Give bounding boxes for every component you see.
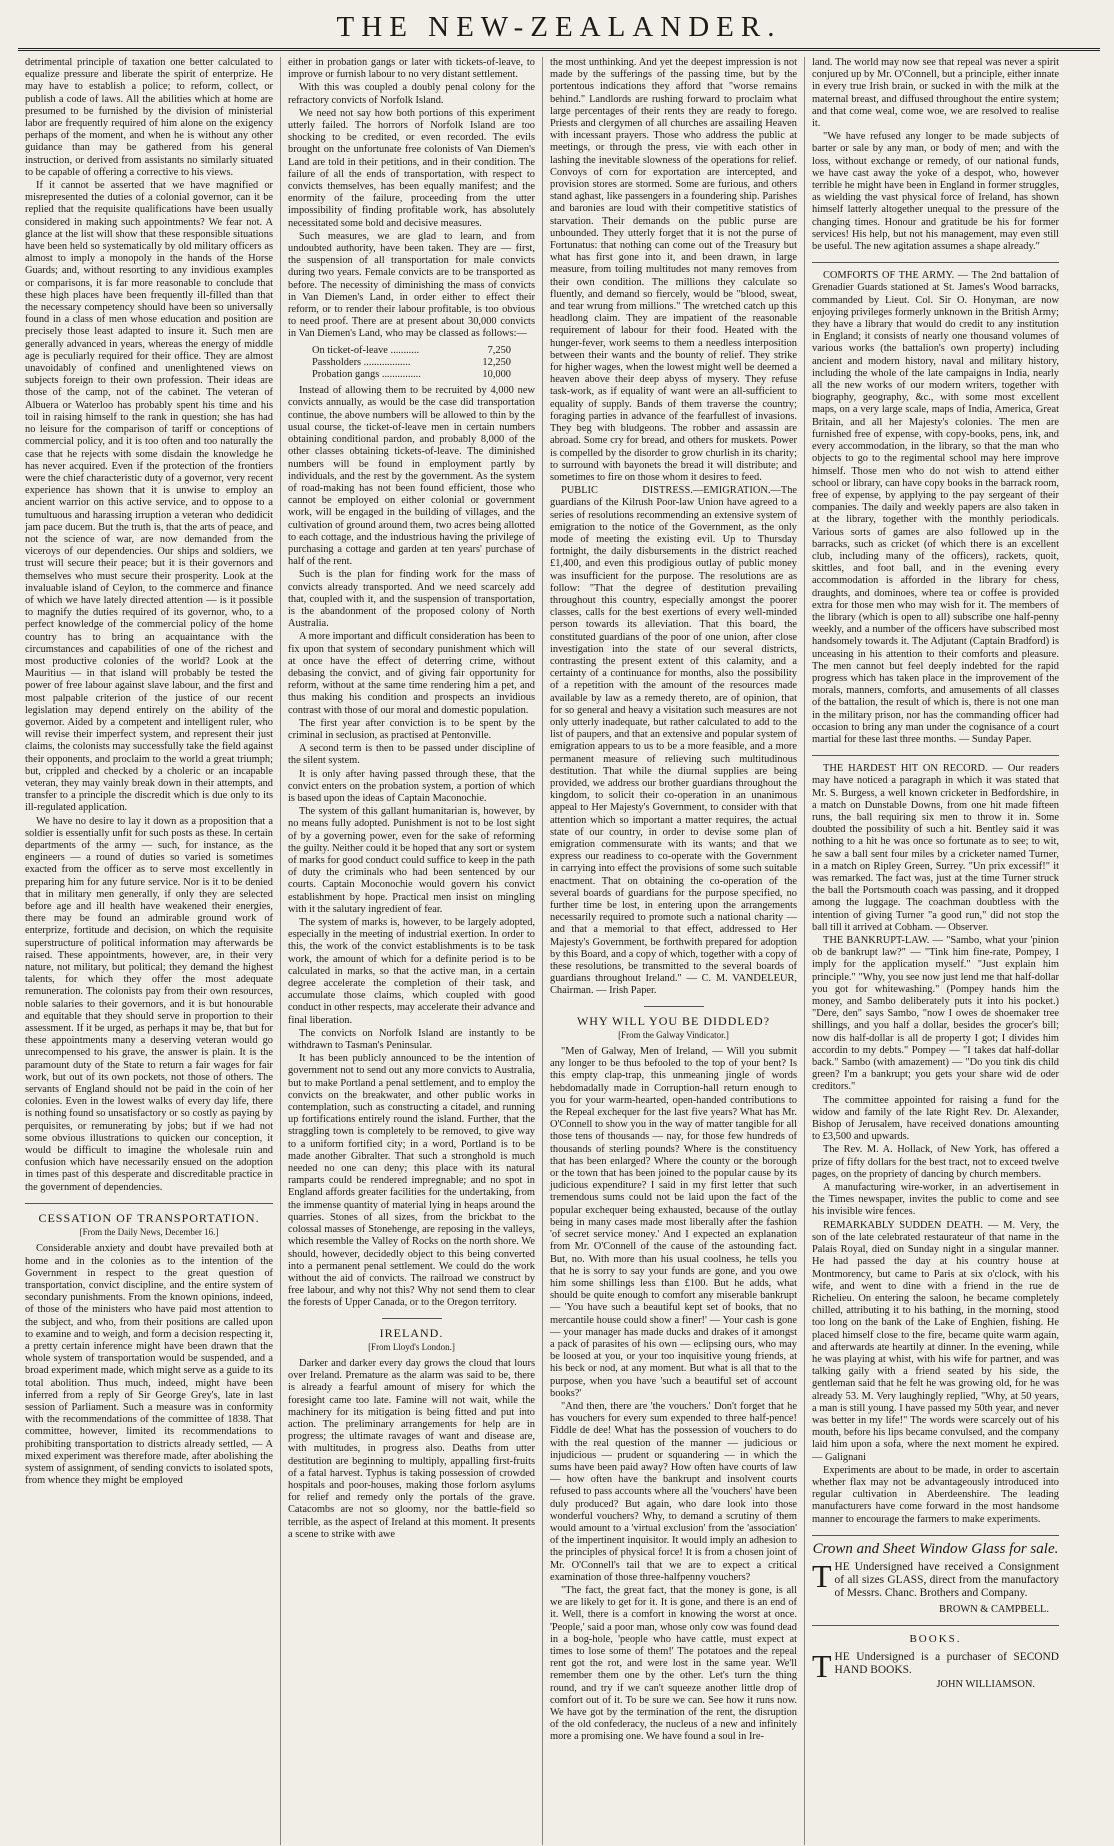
section-divider <box>382 1318 442 1319</box>
paragraph: Such measures, we are glad to learn, and from undoubted authority, have been taken. They are — first, the suspension of all transportation for male convicts during two years. Female convicts are to be transported as before. The necessity of diminishing the mass of convicts in Van Diemen's Land, in order either to effect their reform, or to render their labour profitable, is too obvious to need proof. There are at present about 30,000 convicts in Van Diemen's Land, who may be classed as follows:— <box>288 230 535 340</box>
paragraph: THE HARDEST HIT ON RECORD. — Our readers may have noticed a paragraph in which it was stated that Mr. S. Burgess, a well known cricketer in Bedfordshire, in a match on Dunstable Downs, from one hit made fifteen runs, the ball requiring six men to throw it in. Some doubted the possibility of such a hit. Bentley said it was nothing to a hit he was once so fortunate as to see; to wit, he saw a ball sent four miles by a cricketer named Turner, in a match on Ripley Green, Surrey. "Un prix excessif!" it was remarked. The fact was, just at the time Turner struck the ball the Portsmouth coach was passing, and it dropped among the luggage. The coachman doubtless with the intention of giving Turner "a good run," did not stop the ball till it arrived at Cobham. — Observer. <box>812 763 1059 933</box>
paragraph: A manufacturing wire-worker, in an advertisement in the Times newspaper, invites the public to come and see his invisible wire fences. <box>812 1182 1059 1218</box>
stat-label: On ticket-of-leave ........... <box>312 344 420 356</box>
paragraph: Such is the plan for finding work for the mass of convicts already transported. And we need scarcely add that, coupled with it, and the suspension of transportation, is the abandonment of the proposed colony of North Australia. <box>288 569 535 630</box>
stat-value: 7,250 <box>487 344 511 356</box>
paragraph: Darker and darker every day grows the cloud that lours over Ireland. Premature as the alarm was said to be, there is already a fearful amount of misery for which the foresight came too late. Famine will not wait, while the machinery for its mitigation is being fitted and put into action. The preliminary arrangements for help are in progress; the ultimate ravages of want and disease are, with multitudes, in progress also. Deaths from utter destitution are beginning to multiply, appalling first-fruits of a fatal harvest. Typhus is taking possession of crowded hospitals and poor-houses, making those forlorn asylums for relief and remedy only the portals of the grave. Catacombs are not so gloomy, nor the battle-field so terrible, as the aspect of Ireland at this moment. It presents a scene to strike with awe <box>288 1357 535 1540</box>
statistics-table <box>288 345 535 382</box>
paragraph: With this was coupled a doubly penal colony for the refractory convicts of Norfolk Island. <box>288 82 535 106</box>
column-1 <box>18 57 280 1845</box>
section-divider <box>812 262 1059 263</box>
stat-row <box>288 357 535 369</box>
stat-value: 12,250 <box>482 356 511 368</box>
paragraph: "The fact, the great fact, that the money is gone, is all we are likely to get for it. It is gone, and there is an end of it. Well, there is a comfort in knowing the worst at once. 'People,' said a poor man, whose only cow was found dead in a bog-hole, 'people who have cattle, must expect at times to lose some of them!' The potatoes and the repeal rent got the rot, and were lost in the same year. We'll remember them one by the other. Let's turn the thing round, and try if we can't squeeze another little drop of comfort out of it. To be sure we can. See how it runs now. We have got by the termination of the rent, the disruption of the old confederacy, the nucleus of a new and infinitely more a promising one. We have found a soul in Ire- <box>550 1584 797 1743</box>
column-4 <box>804 57 1066 1845</box>
paragraph: A second term is then to be passed under discipline of the silent system. <box>288 743 535 767</box>
paragraph: A more important and difficult consideration has been to fix upon that system of secondary punishment which will at once have the effect of deterring crime, without debasing the convict, and of giving fair opportunity for reform, without at the same time rendering him a pet, and thus making his condition and prospects an invidious contrast with those of our moral and domestic population. <box>288 631 535 716</box>
article-heading: IRELAND. <box>379 1325 444 1340</box>
stat-value: 10,000 <box>482 369 511 381</box>
paragraph: "We have refused any longer to be made subjects of barter or sale by any man, or body of men; and with the loss, without exchange or remedy, of our national funds, we have cast away the yoke of a despot, who, however terrible he might have been in England in former struggles, as wielding the vast physical force of Ireland, has shown himself latterly altogether unequal to the pressure of the changing times. Honour and gratitude be his for former services! His help, but not his management, may even still be useful. The new agitation assumes a shape already." <box>812 131 1059 253</box>
section-divider <box>25 1203 273 1204</box>
column-2 <box>280 57 542 1845</box>
stat-label: Passholders .................. <box>312 356 411 368</box>
article-source: [From Lloyd's London.] <box>368 1341 455 1352</box>
advertisement-text: HE Undersigned have received a Consignment of all sizes GLASS, direct from the manufactory of Messrs. Chanc. Brothers and Company. <box>834 1560 1059 1599</box>
section-divider <box>644 1006 704 1007</box>
paragraph: The first year after conviction is to be spent by the criminal in seclusion, as practised at Pentonville. <box>288 717 535 741</box>
masthead: THE NEW-ZEALANDER. <box>336 11 782 43</box>
advertisement-glass <box>812 1557 1059 1600</box>
advertisement-text: HE Undersigned is a purchaser of SECOND HAND BOOKS. <box>834 1651 1059 1677</box>
paragraph: The system of marks is, however, to be largely adopted, especially in the meeting of industrial exertion. In order to this, the work of the convict establishments is to be task work, the amount of which for a definite period is to be calculated in marks, so that the active man, in a certain degree accelerate the completion of their task, and accumulate those claims, which coupled with good conduct in other respects, may accelerate their advance and final liberation. <box>288 917 535 1026</box>
paragraph: It has been publicly announced to be the intention of government not to send out any more convicts to Australia, but to make Portland a penal settlement, and to employ the convicts on the breakwater, and other public works in contemplation, such as constructing a citadel, and running up fortifications entirely round the island. Further, that the straggling town is completely to be removed, to give way to a uniform fortified city; in a word, Portland is to be made another Gibralter. That such a stronghold is much needed no one can deny; this place with its natural ramparts could be rendered impregnable; and no spot in England affords greater facilities for the undertaking, from the immense quantity of material lying in heaps around the quarries. Stones of all sizes, from the brickbat to the colossal masses of Stonehenge, are reposing in the valleys, which resemble the Valley of Rocks on the north shore. We should, however, decidedly object to this being converted into a permanent penal settlement. We could do the work without the aid of convicts. The railroad we construct by free labour, and why not this? Why not send them to clear the forests of Upper Canada, or to the Oregon territory. <box>288 1053 535 1309</box>
paragraph: It is only after having passed through these, that the convict enters on the probation system, a portion of which is based upon the ideas of Captain Maconochie. <box>288 768 535 804</box>
column-3 <box>542 57 804 1845</box>
paragraph: REMARKABLY SUDDEN DEATH. — M. Very, the son of the late celebrated restaurateur of that name in the Palais Royal, died on Sunday night in a singular manner. He had passed the day at his country house at Montmorency, but came to Paris at six o'clock, with his wife, and went to dine with a friend in the rue de Richelieu. On entering the saloon, he became completely chilled, attributing it to his bathing, in the morning, stood too long on the bank of the Lake of Enghien, fishing. He placed himself close to the fire, became quite warm again, and afterwards ate heartily at dinner. In the evening, while he was playing at whist, with his wife for partner, and was talking gaily with a friend seated by his side, the gentleman said that he felt he was growing old, for he was already 53. M. Very laughingly replied, "Why, at 50 years, a man is still young. I have passed my 50th year, and never was better in my life!" The words were scarcely out of his mouth, before his lips became convulsed, and the company laid him upon a sofa, where the next moment he expired. — Galignani <box>812 1219 1059 1463</box>
advertisement-heading: Crown and Sheet Window Glass for sale. <box>812 1540 1059 1557</box>
paragraph: We have no desire to lay it down as a proposition that a soldier is essentially unfit for such posts as these. In certain departments of the army — such, for instance, as the engineers — a round of duties so varied is sometimes exacted from the officer as to serve most excellently in preparing him for any future service. Nor is it to be denied that in military men generally, if only they are selected before age and ill health have weakened their energies, there may be found an admirable ground work of enterprize, fortitude and decision, on which the requisite superstructure of political information may afterwards be raised. These appointments, however, are, in their very nature, not military, but political; they demand the highest talents, for which they offer the most adequate remuneration. The colonists pay from their own resources, noble salaries to their governors, and it is but honourable and equitable that they should serve in proportion to their assessment. If it be urged, as perhaps it may be, that but for these appointments many a deserving veteran would go unrecompensed to his grave, the answer is plain. It is the paramount duty of the State to return a fair wages for fair work, but out of its own pockets, not those of others. The servants of England should not be paid in the coin of her colonies. Even in the lowest walks of every day life, there is nothing found so unsatisfactory or so costly as paying by perquisites, or remunerating by jobs; but if we had not some obvious illustrations to quicken our conception, it would be difficult to imagine the wholesale ruin and confusion which have necessarily ensued on the adoption in times past of this desperate and discreditable practice in the government of dependencies. <box>25 815 273 1193</box>
drop-cap: T <box>812 1557 832 1594</box>
paragraph: "Men of Galway, Men of Ireland, — Will you submit any longer to be thus befooled to the top of your bent? Is this empty clap-trap, this unmeaning jingle of words hebdomadally made in Corruption-hall return enough to you for your warm-hearted, open-handed contributions to the Repeal exchequer for the last five years? What has Mr. O'Connell to show you in the way of matter tangible for all those tens of thousands — nay, for those few hundreds of thousands of sterling pounds? Where is the constituency that has been enlarged? Where the county or the borough or the town that has been joined to the popular cause by its judicious expenditure? I said in my first letter that such tremendous sums could not be laid upon the fact of the popular exchequer being exhausted, because of the outlay being in many cases made most liberally after the fashion 'of secret service money.' And I expected an explanation from Mr. O'Connell of the cause of the astounding fact. But, no. With more than his usual coolness, he tells you that he is sorry to say your funds are gone, and you owe him some shillings less than £100. But he adds, what should be quite enough to comfort any miserable bankrupt — 'You have such a beautiful kept set of books, that no mercantile house could show a finer!' — Your cash is gone — your manager has made ducks and drakes of it amongst a pack of parasites of his own — eclipsing ours, who may be loosed at you, or your too inquisitive young friends, at his beck or nod, at any moment. But what is all that to the purpose, when you have 'such a beautiful set of account books?' <box>550 1046 797 1399</box>
paragraph: THE BANKRUPT-LAW. — "Sambo, what your 'pinion ob de bankrupt law?" — "Tink him fine-rate, Pompey, I imply for the application myself." "Just explain him principle." "Why, you see now just lend me that half-dollar you got for whitewashing." (Pompey hands him the money, and Sambo deliberately puts it into his pocket.) "Dere, den" says Sambo, "now I owes de shoemaker tree shillings, and you half a dollar, besides the grocer's bill; now dis half-dollar is all de property I got; I divides him accordin to my debts." Pompey — "I takes dat half-dollar back." Sambo (with amazement) — "Do you tink dis child green? I'm a bankrupt; you gets your share wid de oder creditors." <box>812 935 1059 1093</box>
advertisement-heading: BOOKS. <box>909 1633 962 1646</box>
section-divider <box>812 1625 1059 1626</box>
paragraph: Experiments are about to be made, in order to ascertain whether flax may not be advantageously introduced into regular cultivation in Aberdeenshire. The leading manufacturers have come forward in the most handsome manner to encourage the farmers to make experiments. <box>812 1464 1059 1525</box>
paragraph: COMFORTS OF THE ARMY. — The 2nd battalion of Grenadier Guards stationed at St. James's Wood barracks, commanded by Lieut. Col. Sir O. Honyman, are now enjoying privileges formerly unknown in the British Army; they have a library that would do credit to any institution in England; it consists of nearly one thousand volumes of various works (the battalion's own property) including ancient and modern history, naval and military history, including the whole of the late campaigns in India, nearly all the new works of our modern writers, together with biography, geography, &c., with some most excellent maps, on a very large scale, maps of India, America, Great Britain, and all her Majesty's colonies. The men are furnished free of expense, with copy-books, pens, ink, and every accommodation, in the library, so that the man who objects to go to the regimental school may here improve himself. Those men who do not wish to attend either school or library, can have copy books in the barrack room, free of expense, by applying to the pay sergeant of their companies. The daily and weekly papers are also taken in at the library, together with the monthly periodicals. Various sorts of games are also followed up in the barracks, such as cricket (of which there is an excellent club, including many of the officers), rackets, quoit, skittles, and foot ball, and in the evening every accommodation is afforded in the library for chess, draughts, and dominoes, where tea or coffee is provided extra for those men who may wish for it. The members of the library (which is open to all) subscribe one half-penny weekly, and a number of the officers have subscribed most handsomely towards it. The Adjutant (Captain Bradford) is unceasing in his attention to their comforts and pleasure. The men cannot but feel deeply indebted for the rapid progress which has taken place in the improvement of the morals, manners, comforts, and amusements of all classes of the battalion, the result of which is, there is not one man in the military prison, nor has the commanding officer had occasion to bring any man under the cognisance of a court martial for these last three months. — Sunday Paper. <box>812 270 1059 745</box>
advertisement-signature: JOHN WILLIAMSON. <box>936 1679 1035 1691</box>
article-source: [From the Galway Vindicator.] <box>618 1029 729 1040</box>
stat-label: Probation gangs ............... <box>312 369 421 381</box>
article-source: [From the Daily News, December 16.] <box>79 1227 219 1238</box>
paragraph: The convicts on Norfolk Island are instantly to be withdrawn to Tasman's Peninsular. <box>288 1027 535 1052</box>
paragraph: If it cannot be asserted that we have magnified or misrepresented the duties of a colonial governor, can it be replied that the requisite qualifications have been usually considered in making such appointments? We fear not. A glance at the list will show that these responsible situations have been held so systematically by old military officers as almost to imply a monopoly in the hands of the Horse Guards; and, without resorting to any invidious examples or comparisons, it is far more reasonable to conclude that these high places have been frequently ill-filled than that the necessary competency should have been so universally found in a class of men whose education and position are precisely those least adapted to insure it. Such men are generally advanced in years, whereas the energy of middle age is peculiarly required for their office. They are almost unavoidably of confined and unenlightened views on subjects foreign to their own profession. Their ideas are those of the camp, not of the cabinet. The veteran of Albuera or Waterloo has probably spent his time and his toil in raising himself to the rank in question; she has had no leisure for the comparison of tariff or conceptions of commercial policy, and it is too often and too naturally the case that he rejects with some disdain the knowledge he has never acquired. Even if the protection of the frontiers were the chief characteristic duty of a governor, very recent experience has shown that it is unwise to employ an ancient warrior on this active service, and to oppose to a tumultuous and harassing irruption a veteran who dedidicit jam pace ducem. But the truth is, that the arts of peace, and not the science of war, are now demanded from the viceroys of our dependencies. Our ships and soldiers, we trust will secure their peace; but it is their governors and themselves who must secure their prosperity. Look at the invaluable island of Ceylon, to the commerce and finance of which we have lately directed attention — is it possible to magnify the duties required of its governor, who, to a perfect knowledge of the commercial policy of the home country has to bring an acquaintance with the circumstances and capabilities of one of the richest and most productive colonies of the world? Look at the Mauritius — in that island will probably be tested the power of free labour against slave labour, and the first and most palpable criterion of the justice of our recent legislation may depend entirely on the ability of the governor. Aided by a competent and intelligent ruler, who will revise their imperfect system, and represent their just claims, the colonists may successfully take the field against their opponents, and proclaim to the world a great triumph; but, crippled and checked by a choleric or an incapable veteran, they may vainly break down in their attempts, and transfer to a principle the discredit which is due only to its ill-regulated application. <box>25 180 273 814</box>
paragraph: land. The world may now see that repeal was never a spirit conjured up by Mr. O'Connell, but a principle, either innate in every true Irish brain, or sucked in with the milk at the maternal breast, and diffused throughout the entire system; and that come weal, come woe, we are resolved to realise it. <box>812 57 1059 130</box>
section-divider <box>812 1535 1059 1536</box>
paragraph: Considerable anxiety and doubt have prevailed both at home and in the colonies as to the intention of the Government in respect to the great question of transportation, convict discipline, and the entire system of secondary punishments. From the known opinions, indeed, of those of the ministers who have paid most attention to the subject, and who, from their positions are called upon to examine and to weigh, and form a decision respecting it, a pretty certain inference might have been drawn that the whole system of transportation would be suspended, and a broad experiment made, which might serve as a guide to its total abolition. Thus much, indeed, might have been inferred from a reply of Sir George Grey's, late in last session of Parliament. Such a measure was in conformity with the recommendations of the committee of 1838. That committee, however, limited its recommendations to prohibiting transportation to districts already settled, — A mixed experiment was therefore made, after abolishing the system of assignment, of sending convicts to isolated spots, from whence they might be employed <box>25 1243 273 1487</box>
paragraph: We need not say how both portions of this experiment utterly failed. The horrors of Norfolk Island are too shocking to be credited, or even recorded. The evils brought on the unfortunate free colonists of Van Diemen's Land are told in their petitions, and in their condition. The failure of all the ends of transportation, with respect to convicts themselves, has been equally manifest; and the enormity of the failure, proceeding from the utter impossibility of finding profitable work, has absolutely necessitated some bold and decisive measures. <box>288 107 535 229</box>
article-heading: WHY WILL YOU BE DIDDLED? <box>576 1013 771 1028</box>
paragraph: the most unthinking. And yet the deepest impression is not made by the sufferings of the passing time, but by the portentous indications they afford that "worse remains behind." Landlords are rushing forward to proclaim what large percentages of their rents they are ready to forego. Priests and clergymen of all churches are assailing Heaven with incessant prayers. Those who address the public at meetings, or through the press, vie with each other in lashing the inevitable slowness of the operations for relief. Convoys of corn for exportation are intercepted, and provision stores are stormed. Some are furious, and others stand aghast, like passengers in a foundering ship. Parishes and baronies are loud with their competitive statistics of starvation. Their demands on the public purse are unbounded. They utterly forget that it is not the purse of Fortunatus: that nothing can come out of the Treasury but what has first gone into it, and been drawn, in large measure, from toiling multitudes not many removes from their own condition. The millions they calculate so fluently, and demand so fiercely, would be "blood, sweat, and tear wrung from millions." The wretched catch up this headlong claim. They are impatient of the reasonable requirement of labour for their food. Heated with the hunger-fever, work seems to them a needless interposition between their wants and the bounty of relief. They strike for higher wages, when the lowest might well be deemed a heaven above their deep abyss of mysery. They refuse task-work, as if equality of want were an all-sufficient to equality of supply. Bands of them traverse the country; foraging parties in advance of the fearfullest of invasions. They beg with bludgeons. The robber and assassin are abroad. Some cry for bread, and others for muskets. Power is compelled by the disorder to grow churlish in its charity; to surround with bayonets the bread it will distribute; and sometimes to fire on those whom it desires to feed. <box>550 57 797 483</box>
drop-cap: T <box>812 1648 832 1685</box>
advertisement-signature: BROWN & CAMPBELL. <box>939 1603 1049 1615</box>
paragraph: The Rev. M. A. Hollack, of New York, has offered a prize of fifty dollars for the best tract, not to exceed twelve pages, on the propriety of dancing by church members. <box>812 1144 1059 1180</box>
stat-row <box>288 369 535 381</box>
stat-row <box>288 345 535 357</box>
article-heading: CESSATION OF TRANSPORTATION. <box>38 1210 260 1225</box>
paragraph: "And then, there are 'the vouchers.' Don't forget that he has vouchers for every sum expended to three half-pence! Fiddle de dee! What has the possession of vouchers to do with the real question of the manner — judicious or injudicious — prudent or squandering — in which the sums have been paid away? How often have courts of law — how often have the bankrupt and insolvent courts refused to pass accounts where all the 'vouchers' have been duly produced? But again, who dare look into those wonderful vouchers? Why, to demand a scrutiny of them would amount to a 'virtual exclusion' from the 'association' of the impertinent inquisitor. It would imply an adhesion to the principles of physical force! It is from a chosen joint of Mr. O'Connell's tail that we are to expect a critical examination of those three-halfpenny vouchers? <box>550 1400 797 1583</box>
paragraph: PUBLIC DISTRESS.—EMIGRATION.—The guardians of the Kilrush Poor-law Union have agreed to a series of resolutions recommending an extensive system of emigration to the notice of the Government, as the only mode of meeting the existing evil. Up to Thursday fortnight, the daily disbursements in the district reached £1,400, and even this prodigious outlay of public money was insufficient for the purpose. The resolutions are as follow: "That the degree of destitution prevailing throughout this country, especially amongst the poorer classes, calls for the best exertions of every well-minded person towards its alleviation. That this board, the constituted guardians of the poor of one union, after close investigation into the state of our several districts, contrasting the present extent of this calamity, and a certainty of a continuance for months, also the possibility of a repetition with the amount of the resources made available by law as a remedy thereto, are of opinion, that for so general and heavy a visitation such measures are not only utterly inadequate, but rather calculated to add to the list of paupers, and that an extensive and popular system of emigration appears to us to be a more feasible, and a more permanent measure of relieving such multitudinous destitution. That while the diurnal supplies are being provided, we address our brother guardians throughout the kingdom, to solicit their co-operation in an unanimous appeal to Her Majesty's Government, to consider with that attention which so important a matter requires, the actual state of our country, in order to devise some plan of emigration commensurate with its wants; and that we express our readiness to co-operate with the Government in carrying into effect the provisions of some such suitable enactment. That on obtaining the co-operation of the several boards of guardians for the purpose specified, no further time be lost, in entering upon the arrangements necessarily required to promote such a national charity — and that a memorial to that effect, addressed to Her Majesty's Government, be forthwith prepared for adoption by this Board, and a copy of which, together with a copy of these resolutions, be transmitted to the several boards of guardians throughout Ireland." — C. M. VANDELEUR, Chairman. — Irish Paper. <box>550 485 798 997</box>
section-divider <box>812 755 1059 756</box>
paragraph: either in probation gangs or later with tickets-of-leave, to improve or furnish labour to no very distant settlement. <box>288 57 535 81</box>
columns <box>18 57 1100 1845</box>
paragraph: detrimental principle of taxation one better calculated to equalize pressure and liberate the spirit of enterprize. He may have to establish a police; to reform, collect, or publish a code of laws. All the abilities which at home are presumed to be furnished by the division of ministerial labor are frequently required of him alone on the exigency perhaps of the moment, and when he is without any other guidance than may be gathered from his general instruction, or derived from assistants no similarly situated to be capable of offering a corrective to his views. <box>25 57 273 178</box>
paragraph: The system of this gallant humanitarian is, however, by no means fully adopted. Punishment is not to be lost sight of by a governing power, even for the sake of reforming the guilty. Neither could it be hoped that any sort or system of marks for good conduct could suffice to keep in the path of duty the criminals who had been sentenced by our courts. Captain Moconochie would govern his convict establishment by hope. Practical men insist on mingling with it the salutary ingredient of fear. <box>288 806 535 915</box>
masthead-rule <box>18 48 1100 51</box>
paragraph: Instead of allowing them to be recruited by 4,000 new convicts annually, as would be the case did transportation continue, the above numbers will be allowed to thin by the usual course, the ticket-of-leave men in certain numbers obtaining conditional pardon, and probably 8,000 of the other classes obtaining tickets-of-leave. The diminished numbers will be found in employment partly by individuals, and the rest by the government. As the system of road-making has not been found efficient, those who cannot be employed on either colonial or government work, will be engaged in the building of villages, and the cultivation of ground around them, two acres being allotted to each cottage, and the industrious having the privilege of purchasing a cottage and garden at ten years' purchase of half of the rent. <box>288 385 535 568</box>
paragraph: The committee appointed for raising a fund for the widow and family of the late Right Rev. Dr. Alexander, Bishop of Jerusalem, have received donations amounting to £3,500 and upwards. <box>812 1094 1059 1143</box>
